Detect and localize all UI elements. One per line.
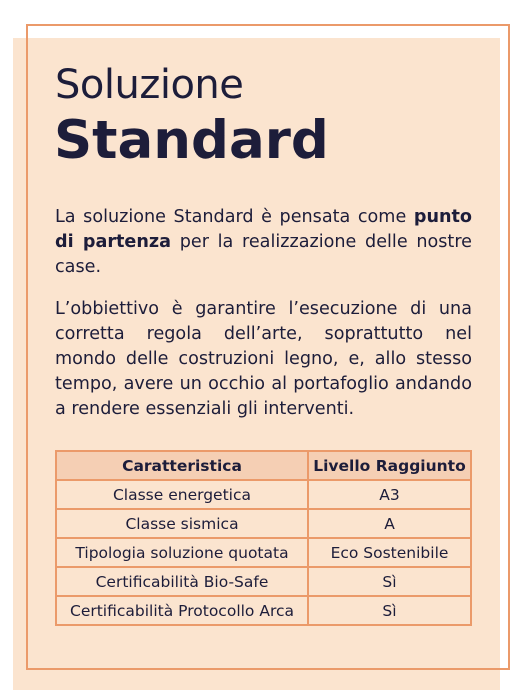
level-cell: Sì (308, 596, 471, 625)
title-line-1: Soluzione (55, 62, 244, 108)
level-cell: Eco Sostenibile (308, 538, 471, 567)
intro-text-before: La soluzione Standard è pensata come (55, 207, 414, 227)
table-row (56, 567, 471, 596)
table-row (56, 596, 471, 625)
feature-cell: Certificabilità Bio-Safe (56, 567, 308, 596)
table-row (56, 509, 471, 538)
table-row (56, 538, 471, 567)
feature-cell: Classe sismica (56, 509, 308, 538)
level-cell: Sì (308, 567, 471, 596)
table-header-row (56, 451, 471, 480)
header-livello: Livello Raggiunto (308, 451, 471, 480)
header-caratteristica: Caratteristica (56, 451, 308, 480)
intro-text-bold: punto di partenza (55, 207, 472, 252)
feature-cell: Classe energetica (56, 480, 308, 509)
level-cell: A (308, 509, 471, 538)
table-row (56, 480, 471, 509)
feature-cell: Tipologia soluzione quotata (56, 538, 308, 567)
feature-cell: Certificabilità Protocollo Arca (56, 596, 308, 625)
intro-paragraph (55, 205, 472, 280)
objective-paragraph: L’obbiettivo è garantire l’esecuzione di una corretta regola dell’arte, soprattutto nel mondo delle costruzioni legno, e, allo stesso tempo, avere un occhio al portafoglio andando a rendere essenziali gli interventi. (55, 299, 472, 419)
intro-text-after: per la realizzazione delle nostre case. (55, 232, 473, 277)
level-cell: A3 (308, 480, 471, 509)
title-line-2: Standard (54, 110, 329, 171)
features-table (55, 450, 472, 626)
